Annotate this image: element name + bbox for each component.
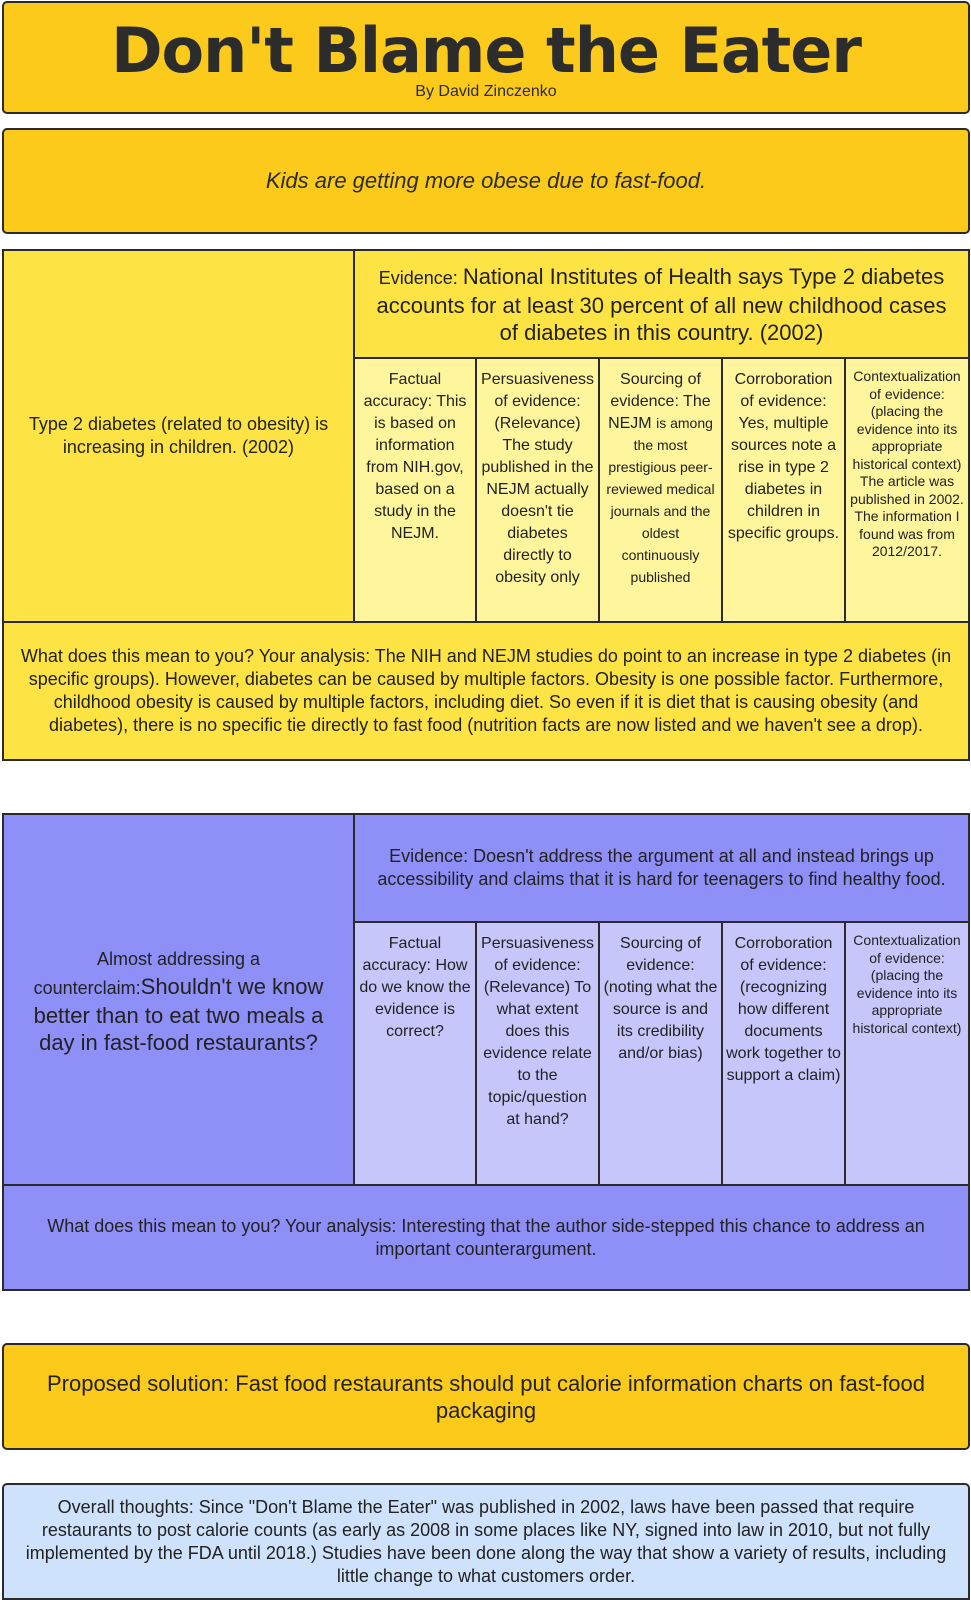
section1-evidence-text: National Institutes of Health says Type 2 diabetes accounts for at least 30 percent of all new childhood cases of diabetes in this country. (2002) bbox=[376, 263, 947, 345]
section2-contextualization bbox=[844, 921, 970, 1186]
section2-persuasive-text: Persuasiveness of evidence: (Relevance) To what extent does this evidence relate to the topic/question at hand? bbox=[481, 935, 594, 1128]
section2-evidence bbox=[353, 813, 970, 923]
section1-persuasiveness bbox=[475, 357, 600, 623]
section1-analysis-text: What does this mean to you? Your analysis: The NIH and NEJM studies do point to an increase in type 2 diabetes (in specific groups). However, diabetes can be caused by multiple factors. Obesity is one possible factor. Furthermore, childhood obesity is caused by multiple factors, including diet. So even if it is diet that is causing obesity (and diabetes), there is no specific tie directly to fast food (nutrition facts are now listed and we haven't see a drop). bbox=[20, 646, 952, 735]
section1-point bbox=[2, 249, 355, 623]
section1-sourcing-label: Sourcing of evidence: The NEJM bbox=[608, 371, 711, 432]
section1-context-text: Contextualization of evidence: (placing the evidence into its appropriate historical context) The article was published in 2002. The information I found was from 2012/2017. bbox=[850, 368, 964, 559]
claim-box bbox=[2, 128, 970, 234]
claim-text: Kids are getting more obese due to fast-food. bbox=[265, 168, 707, 193]
section2-sourcing bbox=[598, 921, 723, 1186]
section2-corroboration-text: Corroboration of evidence: (recognizing how different documents work together to support a claim) bbox=[726, 935, 841, 1084]
solution-text: Proposed solution: Fast food restaurants should put calorie information charts on fast-food packaging bbox=[46, 1370, 926, 1423]
author-byline: By David Zinczenko bbox=[415, 82, 557, 100]
section2-point-wrap bbox=[18, 944, 339, 1056]
section1-factual-text: Factual accuracy: This is based on information from NIH.gov, based on a study in the NEJM. bbox=[363, 371, 467, 542]
overall-thoughts-box bbox=[2, 1483, 970, 1600]
section2-point-text: Shouldn't we know better than to eat two meals a day in fast-food restaurants? bbox=[33, 973, 324, 1055]
section2-evidence-text: Evidence: Doesn't address the argument at all and instead brings up accessibility and claims that it is hard for teenagers to find healthy food. bbox=[377, 846, 946, 889]
section1-corroboration bbox=[721, 357, 846, 623]
section1-evidence-label: Evidence: bbox=[378, 267, 463, 288]
section1-evidence bbox=[353, 249, 970, 359]
section2-analysis-text: What does this mean to you? Your analysis: Interesting that the author side-stepped this chance to address an important counterargument. bbox=[47, 1215, 925, 1259]
section2-persuasiveness bbox=[475, 921, 600, 1186]
section2-factual-accuracy bbox=[353, 921, 477, 1186]
section2-sourcing-text: Sourcing of evidence: (noting what the source is and its credibility and/or bias) bbox=[603, 935, 718, 1062]
section1-evidence-wrap bbox=[369, 263, 954, 346]
section1-point-text: Type 2 diabetes (related to obesity) is increasing in children. (2002) bbox=[28, 414, 329, 457]
section2-corroboration bbox=[721, 921, 846, 1186]
section1-analysis bbox=[2, 621, 970, 761]
section2-point-label: Almost addressing a counterclaim: bbox=[33, 948, 261, 998]
overall-thoughts-text: Overall thoughts: Since "Don't Blame the Eater" was published in 2002, laws have been passed that require restaurants to post calorie counts (as early as 2008 in some places like NY, signed into law in 2010, but not fully implemented by the FDA until 2018.) Studies have been done along the way that show a variety of results, including little change to what customers order. bbox=[25, 1496, 947, 1586]
section1-corroboration-text: Corroboration of evidence: Yes, multiple sources note a rise in type 2 diabetes in children in specific groups. bbox=[727, 371, 840, 542]
page-title: Don't Blame the Eater bbox=[111, 13, 861, 87]
section2-analysis bbox=[2, 1184, 970, 1291]
section1-contextualization bbox=[844, 357, 970, 623]
section2-factual-text: Factual accuracy: How do we know the evidence is correct? bbox=[359, 935, 471, 1040]
section1-sourcing-wrap bbox=[603, 369, 718, 589]
section2-point bbox=[2, 813, 355, 1186]
section1-sourcing-small: is among the most prestigious peer-reviewed medical journals and the oldest continuously published bbox=[606, 415, 715, 585]
section1-factual-accuracy bbox=[353, 357, 477, 623]
solution-box bbox=[2, 1343, 970, 1450]
title-banner bbox=[2, 1, 970, 114]
section1-persuasive-text: Persuasiveness of evidence: (Relevance) The study published in the NEJM actually doesn't tie diabetes directly to obesity only bbox=[481, 371, 594, 586]
section1-sourcing bbox=[598, 357, 723, 623]
section2-context-text: Contextualization of evidence: (placing the evidence into its appropriate historical context) bbox=[852, 932, 962, 1036]
